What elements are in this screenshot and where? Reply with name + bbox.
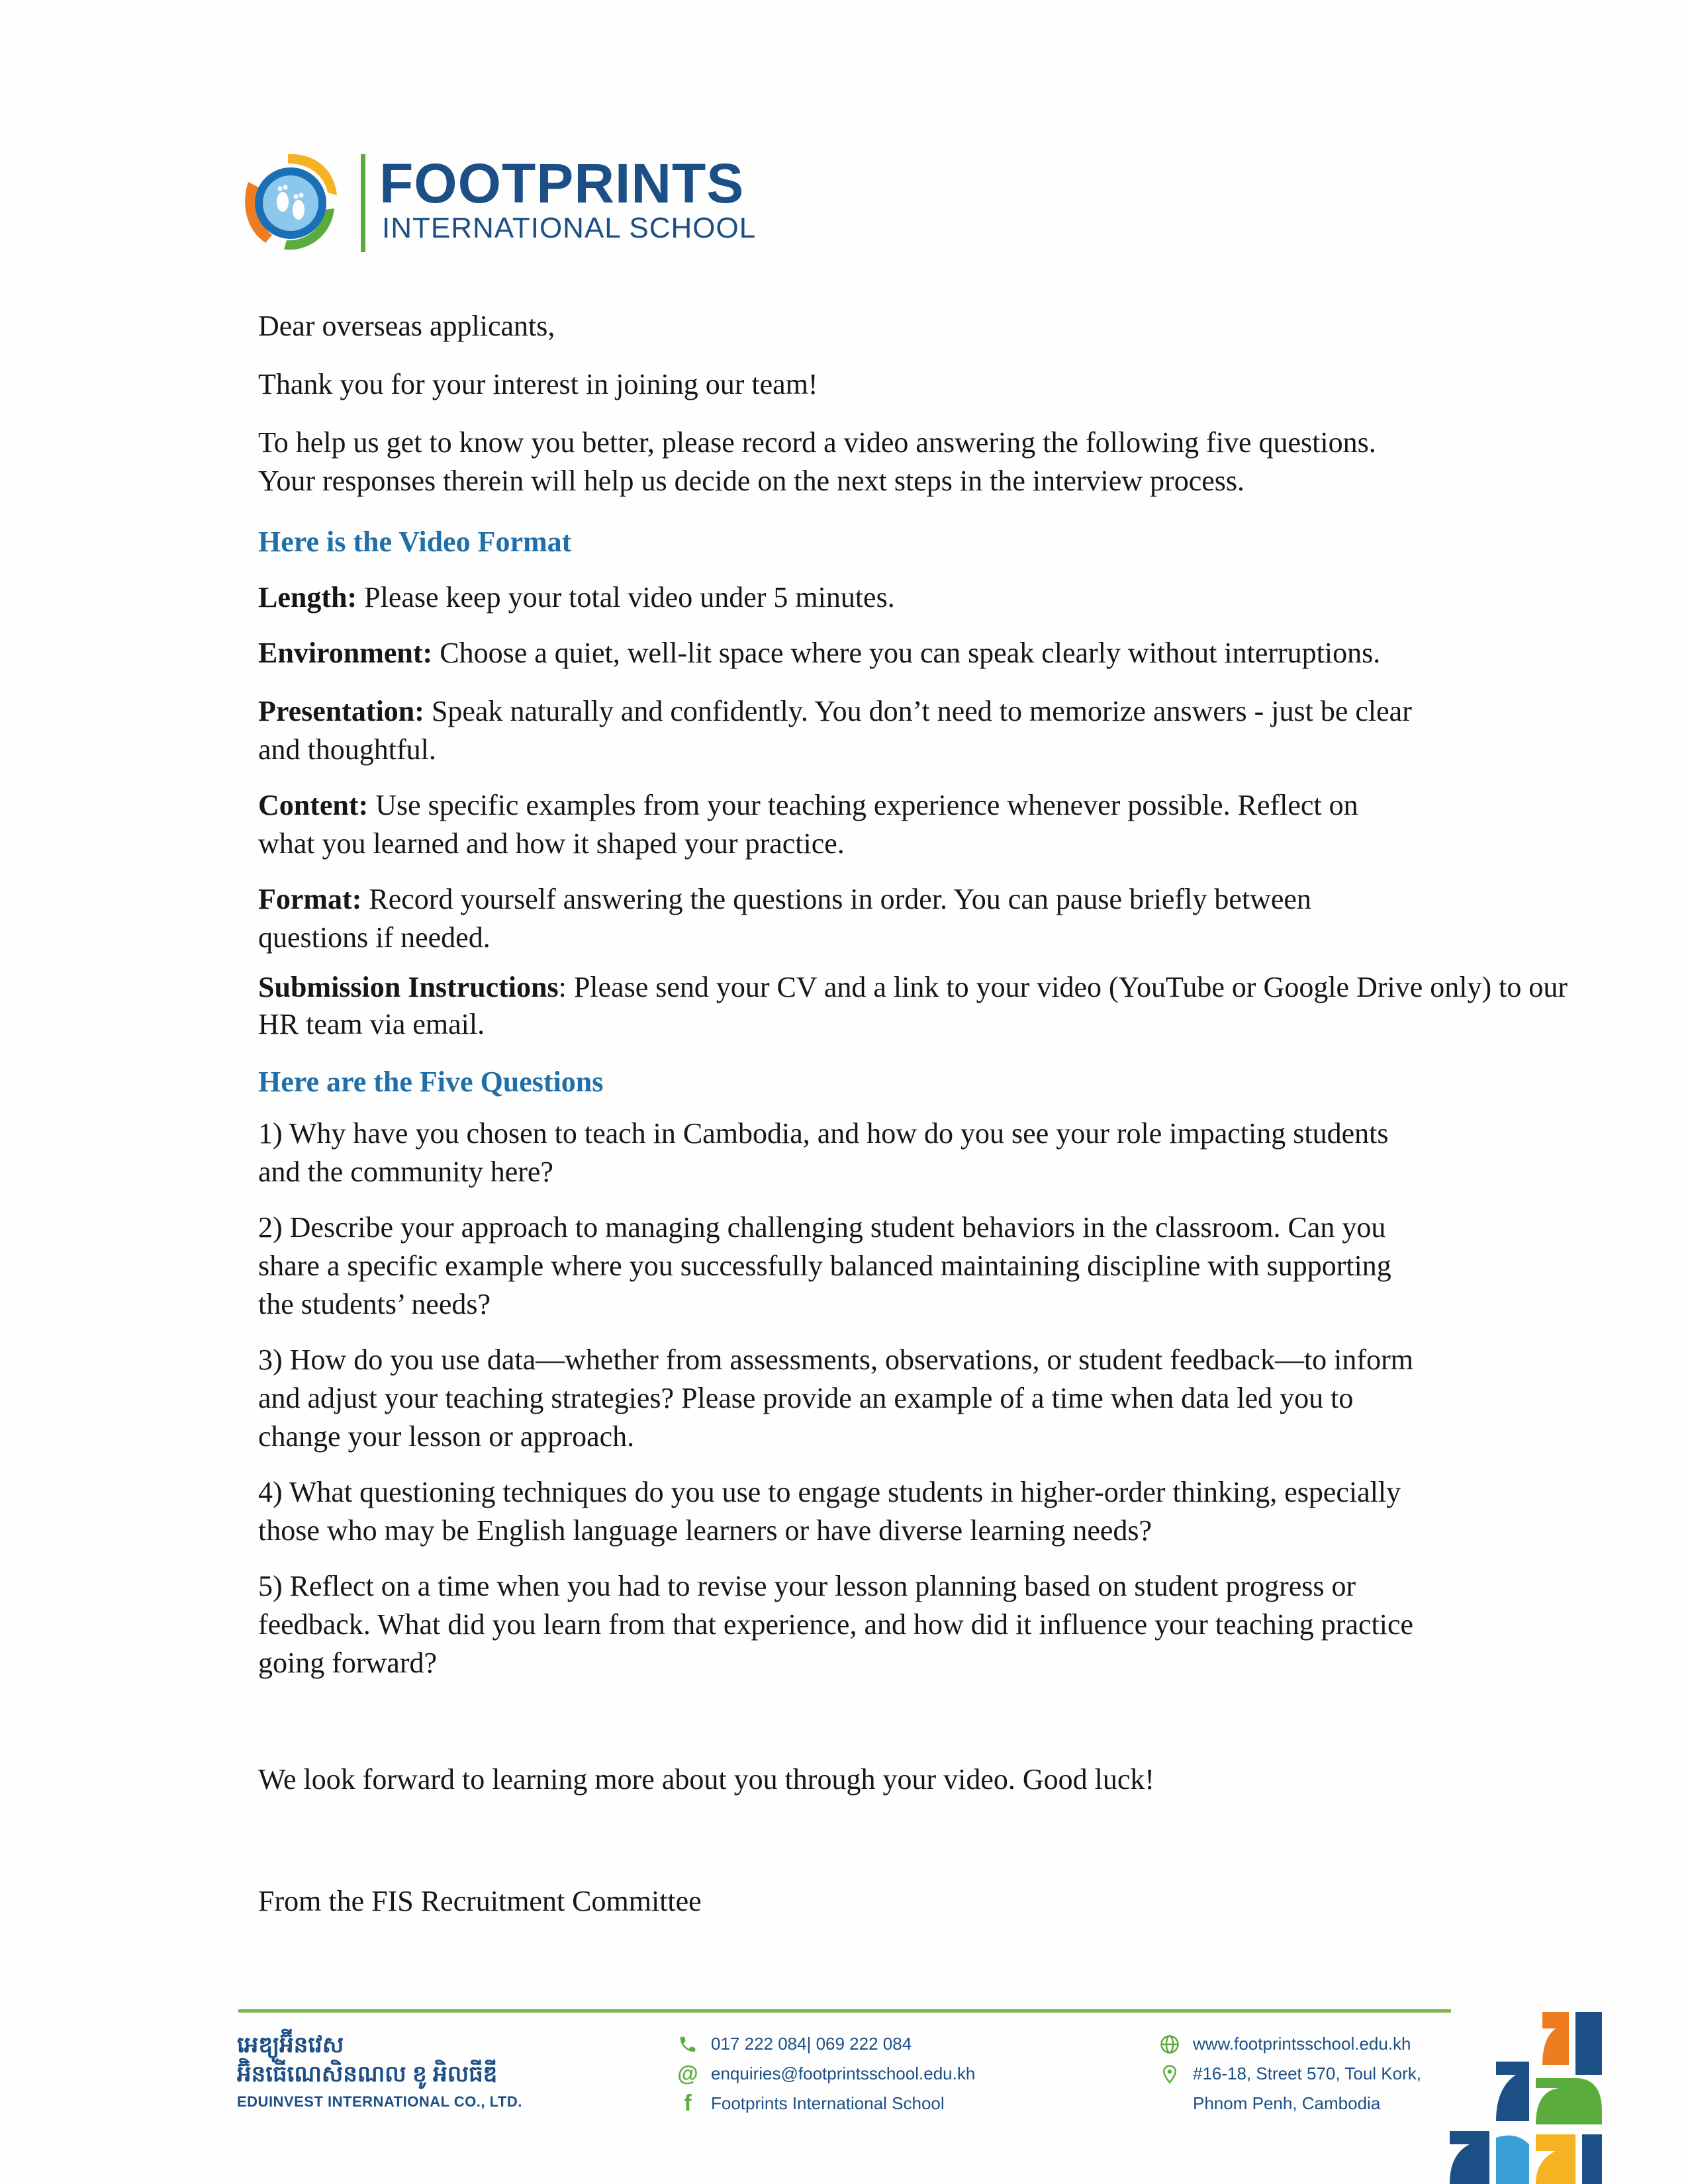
company-name-khmer-1: អេឌ្យូអ៊ីនវេស — [237, 2032, 344, 2058]
question-2: 2) Describe your approach to managing challenging student behaviors in the classroom. Can you share a specific example where you successfully balanced maintaining discipline with supporting the students’ needs? — [258, 1211, 1391, 1320]
format-item-content — [258, 786, 1417, 863]
phone-row — [677, 2029, 975, 2059]
location-column — [1158, 2029, 1421, 2118]
format-label: Submission Instructions — [258, 971, 559, 1003]
company-block — [237, 2030, 522, 2115]
format-item-submission — [258, 969, 1609, 1043]
format-item-environment — [258, 634, 1609, 672]
facebook-icon: f — [684, 2091, 692, 2116]
letter-body — [258, 298, 1615, 1921]
footer-divider — [238, 2009, 1451, 2013]
closing-line: We look forward to learning more about you through your video. Good luck! — [258, 1763, 1155, 1796]
format-label: Content: — [258, 789, 369, 821]
globe-footprints-icon — [235, 149, 341, 255]
format-text: Speak naturally and confidently. You don’t need to memorize answers - just be clear and thoughtful. — [258, 695, 1412, 766]
format-item-presentation — [258, 692, 1417, 769]
website-row — [1158, 2029, 1421, 2059]
question-4: 4) What questioning techniques do you use to engage students in higher-order thinking, especially those who may be English language learners or have diverse learning needs? — [258, 1476, 1401, 1547]
email-link[interactable]: enquiries@footprintsschool.edu.kh — [711, 2064, 976, 2083]
format-item-length — [258, 578, 1417, 617]
contact-column — [677, 2029, 975, 2118]
address-line-1: #16-18, Street 570, Toul Kork, — [1193, 2064, 1421, 2083]
format-label: Environment: — [258, 637, 433, 669]
question-5: 5) Reflect on a time when you had to revise your lesson planning based on student progress or feedback. What did you learn from that experience, and how did it influence your teaching practice going forward? — [258, 1570, 1414, 1679]
facebook-link[interactable]: Footprints International School — [711, 2093, 945, 2113]
intro-paragraph: To help us get to know you better, please record a video answering the following five questions. Your responses therein will help us decide on the next steps in the interview process. — [258, 426, 1376, 497]
format-text: Please keep your total video under 5 minutes. — [357, 581, 895, 614]
at-sign-icon: @ — [677, 2062, 698, 2085]
logo-divider — [361, 154, 365, 252]
email-row — [677, 2059, 975, 2089]
question-3: 3) How do you use data—whether from assessments, observations, or student feedback—to inform and adjust your teaching strategies? Please provide an example of a time when data led you to change your lesson or approach. — [258, 1343, 1413, 1453]
format-item-format — [258, 880, 1417, 957]
signoff: From the FIS Recruitment Committee — [258, 1885, 702, 1917]
school-logo — [235, 149, 765, 261]
phone-numbers[interactable]: 017 222 084| 069 222 084 — [711, 2034, 912, 2054]
format-label: Format: — [258, 883, 362, 915]
greeting: Dear overseas applicants, — [258, 310, 555, 342]
questions-heading: Here are the Five Questions — [258, 1066, 604, 1098]
phone-icon — [677, 2033, 699, 2056]
question-1: 1) Why have you chosen to teach in Cambodia, and how do you see your role impacting students and the community here? — [258, 1117, 1389, 1188]
format-label: Length: — [258, 581, 357, 614]
logo-wordmark: FOOTPRINTS — [379, 152, 745, 214]
website-link[interactable]: www.footprintsschool.edu.kh — [1193, 2034, 1411, 2054]
address-row — [1158, 2059, 1421, 2089]
decorative-corner-graphic — [1443, 2012, 1622, 2184]
map-pin-icon — [1158, 2063, 1181, 2085]
address-line-2: Phnom Penh, Cambodia — [1193, 2093, 1381, 2113]
format-text: Record yourself answering the questions in order. You can pause briefly between questions if needed. — [258, 883, 1311, 954]
company-name-english: EDUINVEST INTERNATIONAL CO., LTD. — [237, 2093, 522, 2110]
logo-subtitle: INTERNATIONAL SCHOOL — [382, 212, 757, 244]
format-text: Use specific examples from your teaching experience whenever possible. Reflect on what you learned and how it shaped your practice. — [258, 789, 1358, 860]
thanks-line: Thank you for your interest in joining our team! — [258, 368, 818, 400]
format-text: : Please send your CV and a link to your video (YouTube or Google Drive only) to our HR team via email. — [258, 971, 1568, 1040]
video-format-heading: Here is the Video Format — [258, 525, 572, 558]
format-text: Choose a quiet, well-lit space where you can speak clearly without interruptions. — [432, 637, 1381, 669]
globe-icon — [1158, 2033, 1181, 2056]
company-name-khmer-2: អ៊ិនធើណេសិនណល ខូ អិលធីឌី — [237, 2062, 498, 2087]
facebook-row — [677, 2089, 975, 2118]
format-label: Presentation: — [258, 695, 424, 727]
